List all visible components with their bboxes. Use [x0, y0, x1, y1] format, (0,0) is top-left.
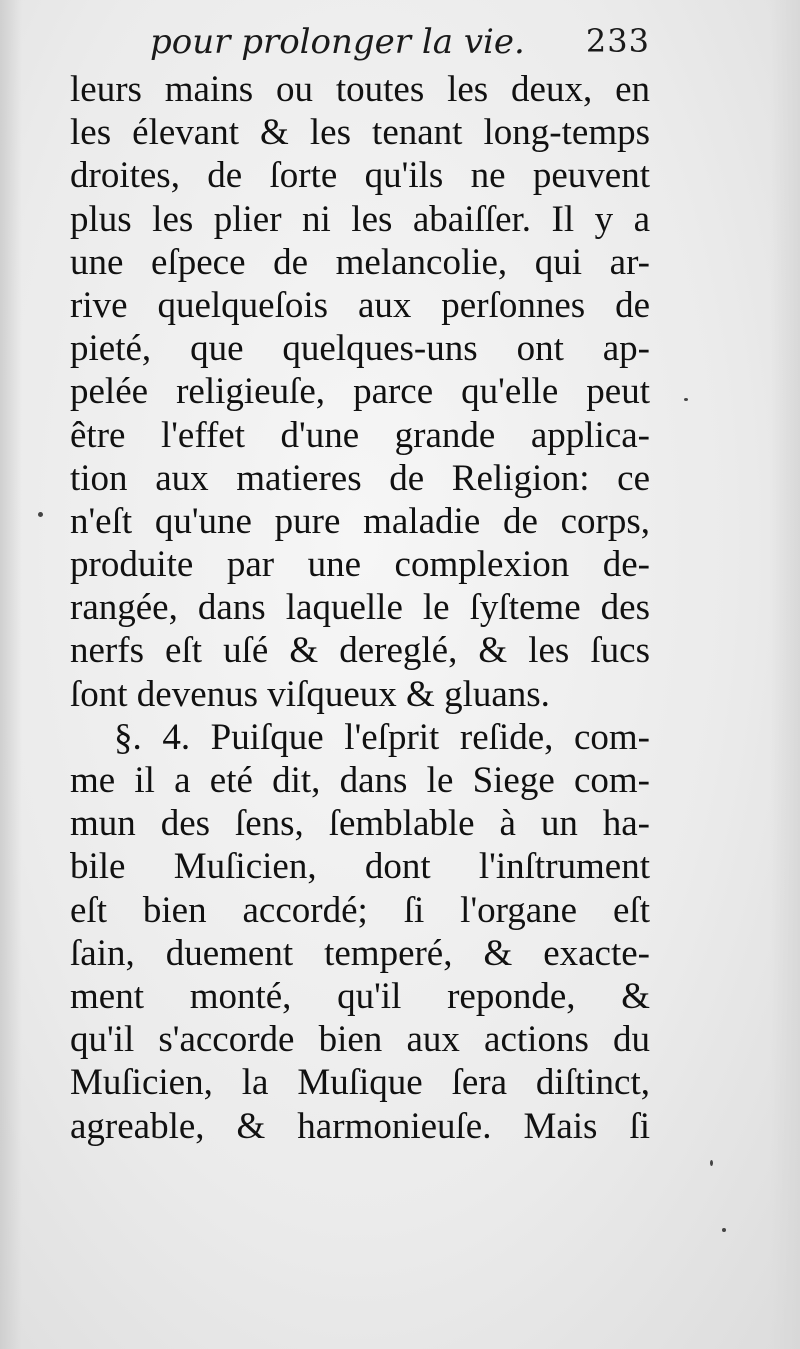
text-line: eſt bien accordé; ſi l'organe eſt: [70, 889, 650, 931]
paper-speck: [684, 398, 688, 401]
paper-speck: [710, 1160, 713, 1166]
text-line: ſont devenus viſqueux & gluans.: [70, 673, 550, 715]
text-line: bile Muſicien, dont l'inſtrument: [70, 846, 650, 888]
text-line: rangée, dans laquelle le ſyſteme des: [70, 587, 650, 629]
gutter-shadow: [0, 0, 22, 1349]
text-line: être l'effet d'une grande applica-: [70, 414, 650, 456]
text-line: Muſicien, la Muſique ſera diſtinct,: [70, 1062, 650, 1104]
text-line: les élevant & les tenant long-temps: [70, 112, 650, 154]
text-line: leurs mains ou toutes les deux, en: [70, 69, 650, 110]
text-line: agreable, & harmonieuſe. Mais ſi: [70, 1105, 650, 1147]
page-header: [150, 22, 650, 72]
paper-speck: [38, 512, 43, 517]
text-line: qu'il s'accorde bien aux actions du: [70, 1019, 650, 1061]
text-line: plus les plier ni les abaiſſer. Il y a: [70, 198, 650, 240]
section-start-line: §. 4. Puiſque l'eſprit reſide, com-: [114, 716, 650, 758]
text-line: ſain, duement temperé, & exacte-: [70, 932, 650, 974]
body-text: [70, 68, 650, 1148]
running-title: pour prolonger la vie.: [150, 22, 525, 62]
page-number: 233: [585, 22, 650, 60]
text-line: tion aux matieres de Religion: ce: [70, 457, 650, 499]
text-line: pelée religieuſe, parce qu'elle peut: [70, 371, 650, 413]
text-line: droites, de ſorte qu'ils ne peuvent: [70, 155, 650, 197]
text-line: ment monté, qu'il reponde, &: [70, 975, 650, 1017]
paper-speck: [722, 1228, 726, 1232]
page-edge: [770, 0, 800, 1349]
text-line: une eſpece de melancolie, qui ar-: [70, 241, 650, 283]
text-line: rive quelqueſois aux perſonnes de: [70, 284, 650, 326]
text-line: pieté, que quelques-uns ont ap-: [70, 328, 650, 370]
text-line: nerfs eſt uſé & dereglé, & les ſucs: [70, 630, 650, 672]
text-line: me il a eté dit, dans le Siege com-: [70, 760, 650, 801]
text-line: mun des ſens, ſemblable à un ha-: [70, 803, 650, 845]
text-line: n'eſt qu'une pure maladie de corps,: [70, 500, 650, 542]
text-line: produite par une complexion de-: [70, 544, 650, 586]
